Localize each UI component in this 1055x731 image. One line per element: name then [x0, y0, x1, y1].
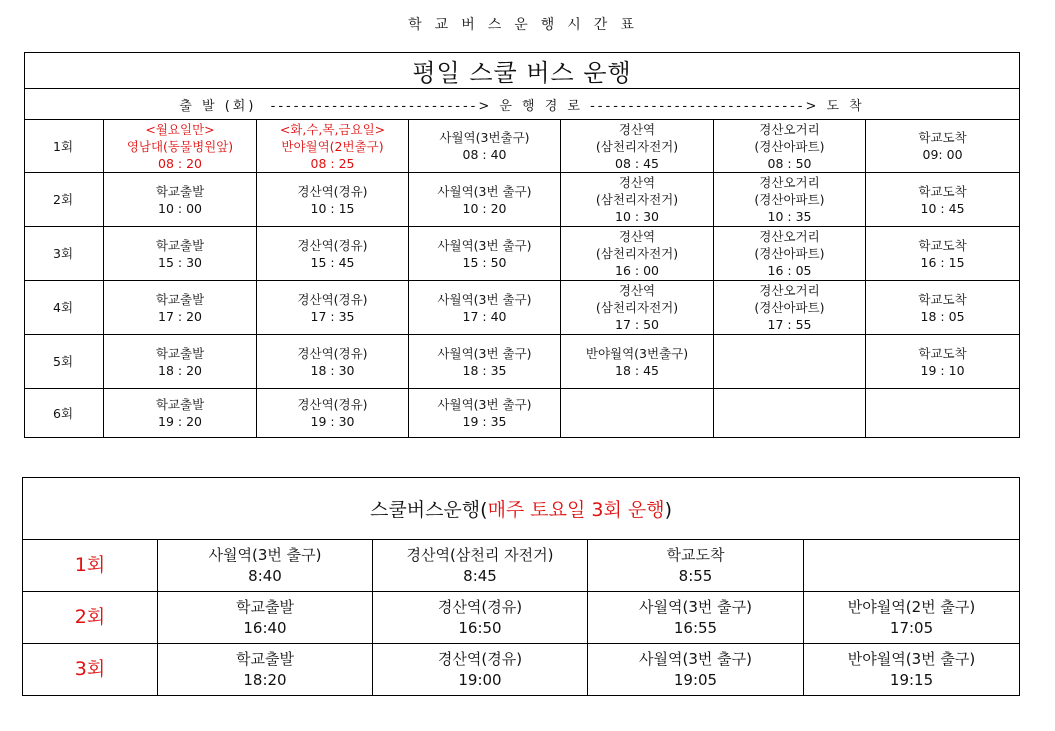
run-label: 1회 — [25, 120, 104, 173]
stop-name: <화,수,목,금요일> — [279, 121, 386, 137]
stop-time: 16 : 05 — [767, 263, 812, 278]
stop-name: 경산오거리 — [759, 175, 820, 190]
stop-name: 학교도착 — [918, 183, 967, 199]
stop-name: 사월역(3번 출구) — [639, 649, 752, 668]
stop-name: 경산역 — [618, 175, 656, 190]
stop-name: 학교출발 — [236, 597, 294, 616]
run-label: 3회 — [25, 227, 104, 281]
stop-name: (경산아파트) — [754, 138, 825, 154]
stop-name: 사월역(3번출구) — [439, 130, 530, 145]
stop-name: 영남대(동물병원앞) — [126, 138, 234, 154]
stop-cell — [561, 120, 714, 173]
stop-time: 18 : 35 — [462, 362, 507, 378]
stop-cell — [714, 227, 866, 281]
stop-name: 경산역 — [618, 283, 656, 298]
stop-name: 경산역(경유) — [297, 291, 368, 307]
stop-cell — [373, 540, 588, 592]
stop-cell — [409, 335, 561, 389]
saturday-title-highlight: 매주 토요일 3회 운행 — [487, 499, 665, 521]
saturday-run-row — [23, 644, 1020, 696]
stop-cell — [866, 120, 1020, 173]
stop-time: 19:00 — [458, 670, 502, 689]
stop-name: 경산역(경유) — [437, 597, 523, 616]
stop-cell — [804, 592, 1020, 644]
stop-name: 사월역(3번 출구) — [208, 545, 322, 564]
stop-cell — [561, 389, 714, 438]
stop-cell — [158, 644, 373, 696]
weekday-run-row — [25, 389, 1020, 438]
stop-name: 경산역(경유) — [437, 649, 523, 668]
run-label: 2회 — [23, 592, 158, 644]
saturday-timetable — [22, 477, 1020, 696]
stop-name: 반야월역(2번출구) — [281, 138, 384, 154]
stop-cell — [714, 120, 866, 173]
run-label: 4회 — [25, 281, 104, 335]
stop-cell — [257, 227, 409, 281]
stop-name: 학교출발 — [155, 345, 205, 361]
stop-name: 학교출발 — [236, 649, 294, 668]
stop-time: 09: 00 — [922, 147, 963, 162]
stop-cell — [409, 389, 561, 438]
stop-cell — [104, 173, 257, 227]
saturday-title-main: 스쿨버스운행( — [370, 499, 488, 521]
stop-time: 8:40 — [248, 566, 282, 585]
stop-name: 사월역(3번 출구) — [437, 291, 532, 307]
weekday-timetable — [24, 52, 1020, 438]
stop-time: 10 : 45 — [920, 200, 965, 216]
stop-time: 8:45 — [463, 566, 497, 585]
stop-cell — [257, 173, 409, 227]
stop-time: 10 : 00 — [158, 200, 202, 216]
stop-time: 08 : 25 — [310, 155, 355, 171]
stop-name: 학교도착 — [666, 545, 725, 564]
stop-time: 17 : 50 — [615, 317, 659, 332]
stop-cell — [373, 644, 588, 696]
stop-cell — [158, 540, 373, 592]
run-label: 1회 — [23, 540, 158, 592]
stop-cell — [104, 227, 257, 281]
stop-time: 18 : 30 — [310, 362, 355, 378]
stop-cell — [104, 120, 257, 173]
stop-time: 10 : 35 — [767, 209, 812, 224]
stop-time: 16:40 — [243, 618, 287, 637]
stop-name: (경산아파트) — [754, 246, 825, 261]
stop-cell — [866, 389, 1020, 438]
stop-name: (경산아파트) — [754, 192, 825, 207]
stop-cell — [409, 227, 561, 281]
stop-cell — [714, 281, 866, 335]
stop-cell — [588, 592, 804, 644]
run-label: 5회 — [25, 335, 104, 389]
stop-time: 15 : 50 — [462, 254, 507, 270]
stop-name: 반야월역(3번 출구) — [847, 649, 976, 668]
stop-name: 사월역(3번 출구) — [437, 345, 532, 361]
route-header: 출 발 (회) ---------------------------> 운 행 경 로 ----------------------------> 도 착 — [25, 89, 1020, 120]
stop-cell — [409, 281, 561, 335]
stop-name: 학교도착 — [918, 291, 967, 307]
stop-name: 경산역(경유) — [297, 397, 368, 412]
weekday-run-row — [25, 227, 1020, 281]
stop-time: 16:50 — [458, 618, 502, 637]
stop-time: 18 : 20 — [158, 362, 202, 378]
stop-time: 08 : 45 — [615, 155, 659, 171]
stop-time: 18:20 — [243, 670, 287, 689]
run-label: 6회 — [25, 389, 104, 438]
stop-cell — [409, 120, 561, 173]
run-label: 3회 — [23, 644, 158, 696]
weekday-run-row — [25, 120, 1020, 173]
stop-cell — [373, 592, 588, 644]
stop-name: 사월역(3번 출구) — [437, 237, 532, 253]
stop-cell — [588, 540, 804, 592]
stop-name: 사월역(3번 출구) — [437, 183, 532, 199]
stop-name: (삼천리자전거) — [595, 192, 679, 207]
stop-time: 17 : 20 — [158, 308, 202, 324]
stop-time: 16 : 00 — [615, 263, 659, 278]
stop-cell — [409, 173, 561, 227]
stop-time: 19 : 35 — [462, 414, 507, 429]
stop-time: 18 : 45 — [615, 362, 659, 378]
stop-time: 17 : 55 — [767, 317, 812, 332]
stop-name: 경산역(삼천리 자전거) — [406, 545, 554, 564]
stop-cell — [804, 644, 1020, 696]
stop-cell — [257, 120, 409, 173]
stop-name: 경산역(경유) — [297, 345, 368, 361]
stop-cell — [257, 335, 409, 389]
stop-time: 16 : 15 — [920, 254, 965, 270]
stop-name: (경산아파트) — [754, 300, 825, 315]
weekday-run-row — [25, 173, 1020, 227]
stop-name: <월요일만> — [145, 121, 215, 137]
saturday-title-end: ) — [664, 499, 673, 521]
stop-name: 경산오거리 — [759, 229, 820, 244]
stop-name: 학교도착 — [918, 130, 967, 145]
stop-time: 19 : 20 — [158, 414, 202, 429]
stop-cell — [104, 335, 257, 389]
stop-time: 8:55 — [678, 566, 713, 585]
stop-time: 17:05 — [889, 618, 934, 637]
stop-time: 15 : 45 — [310, 254, 355, 270]
stop-name: (삼천리자전거) — [595, 138, 679, 154]
stop-time: 08 : 40 — [462, 147, 507, 162]
stop-name: 사월역(3번 출구) — [437, 397, 532, 412]
stop-name: 경산역 — [618, 121, 656, 137]
stop-cell — [714, 173, 866, 227]
stop-time: 08 : 50 — [767, 155, 812, 171]
stop-name: (삼천리자전거) — [595, 300, 679, 315]
stop-cell — [158, 592, 373, 644]
stop-time: 15 : 30 — [158, 254, 202, 270]
weekday-title: 평일 스쿨 버스 운행 — [25, 53, 1020, 89]
stop-cell — [866, 281, 1020, 335]
stop-name: 반야월역(3번출구) — [585, 345, 689, 361]
stop-time: 17 : 40 — [462, 308, 507, 324]
stop-cell — [804, 540, 1020, 592]
stop-name: (삼천리자전거) — [595, 246, 679, 261]
stop-time: 10 : 30 — [615, 209, 659, 224]
stop-name: 경산역(경유) — [297, 183, 368, 199]
stop-cell — [866, 173, 1020, 227]
stop-name: 경산역(경유) — [297, 237, 368, 253]
saturday-run-row — [23, 540, 1020, 592]
stop-time: 08 : 20 — [158, 155, 202, 171]
stop-name: 경산오거리 — [759, 121, 820, 137]
stop-name: 경산오거리 — [759, 283, 820, 298]
saturday-run-row — [23, 592, 1020, 644]
stop-cell — [257, 389, 409, 438]
stop-cell — [561, 281, 714, 335]
stop-name: 학교출발 — [155, 291, 205, 307]
run-label: 2회 — [25, 173, 104, 227]
stop-cell — [561, 173, 714, 227]
stop-cell — [866, 335, 1020, 389]
stop-name: 학교도착 — [918, 345, 967, 361]
saturday-title — [23, 478, 1020, 540]
stop-time: 19 : 10 — [920, 362, 965, 378]
weekday-run-row — [25, 335, 1020, 389]
stop-time: 19:05 — [673, 670, 718, 689]
weekday-run-row — [25, 281, 1020, 335]
stop-time: 10 : 15 — [310, 200, 355, 216]
stop-name: 반야월역(2번 출구) — [847, 597, 976, 616]
stop-cell — [866, 227, 1020, 281]
stop-cell — [714, 389, 866, 438]
stop-time: 19 : 30 — [310, 414, 355, 429]
stop-cell — [588, 644, 804, 696]
stop-cell — [561, 335, 714, 389]
stop-time: 17 : 35 — [310, 308, 355, 324]
stop-name: 학교출발 — [155, 237, 205, 253]
stop-name: 학교도착 — [918, 237, 967, 253]
stop-cell — [561, 227, 714, 281]
stop-cell — [714, 335, 866, 389]
page-title: 학교버스운행시간표 — [408, 17, 647, 33]
stop-name: 학교출발 — [155, 397, 205, 412]
stop-time: 10 : 20 — [462, 200, 507, 216]
stop-time: 18 : 05 — [920, 308, 965, 324]
stop-cell — [104, 281, 257, 335]
stop-time: 19:15 — [889, 670, 934, 689]
stop-cell — [104, 389, 257, 438]
stop-name: 경산역 — [618, 229, 656, 244]
stop-name: 사월역(3번 출구) — [639, 597, 752, 616]
stop-time: 16:55 — [673, 618, 718, 637]
stop-name: 학교출발 — [155, 183, 205, 199]
stop-cell — [257, 281, 409, 335]
